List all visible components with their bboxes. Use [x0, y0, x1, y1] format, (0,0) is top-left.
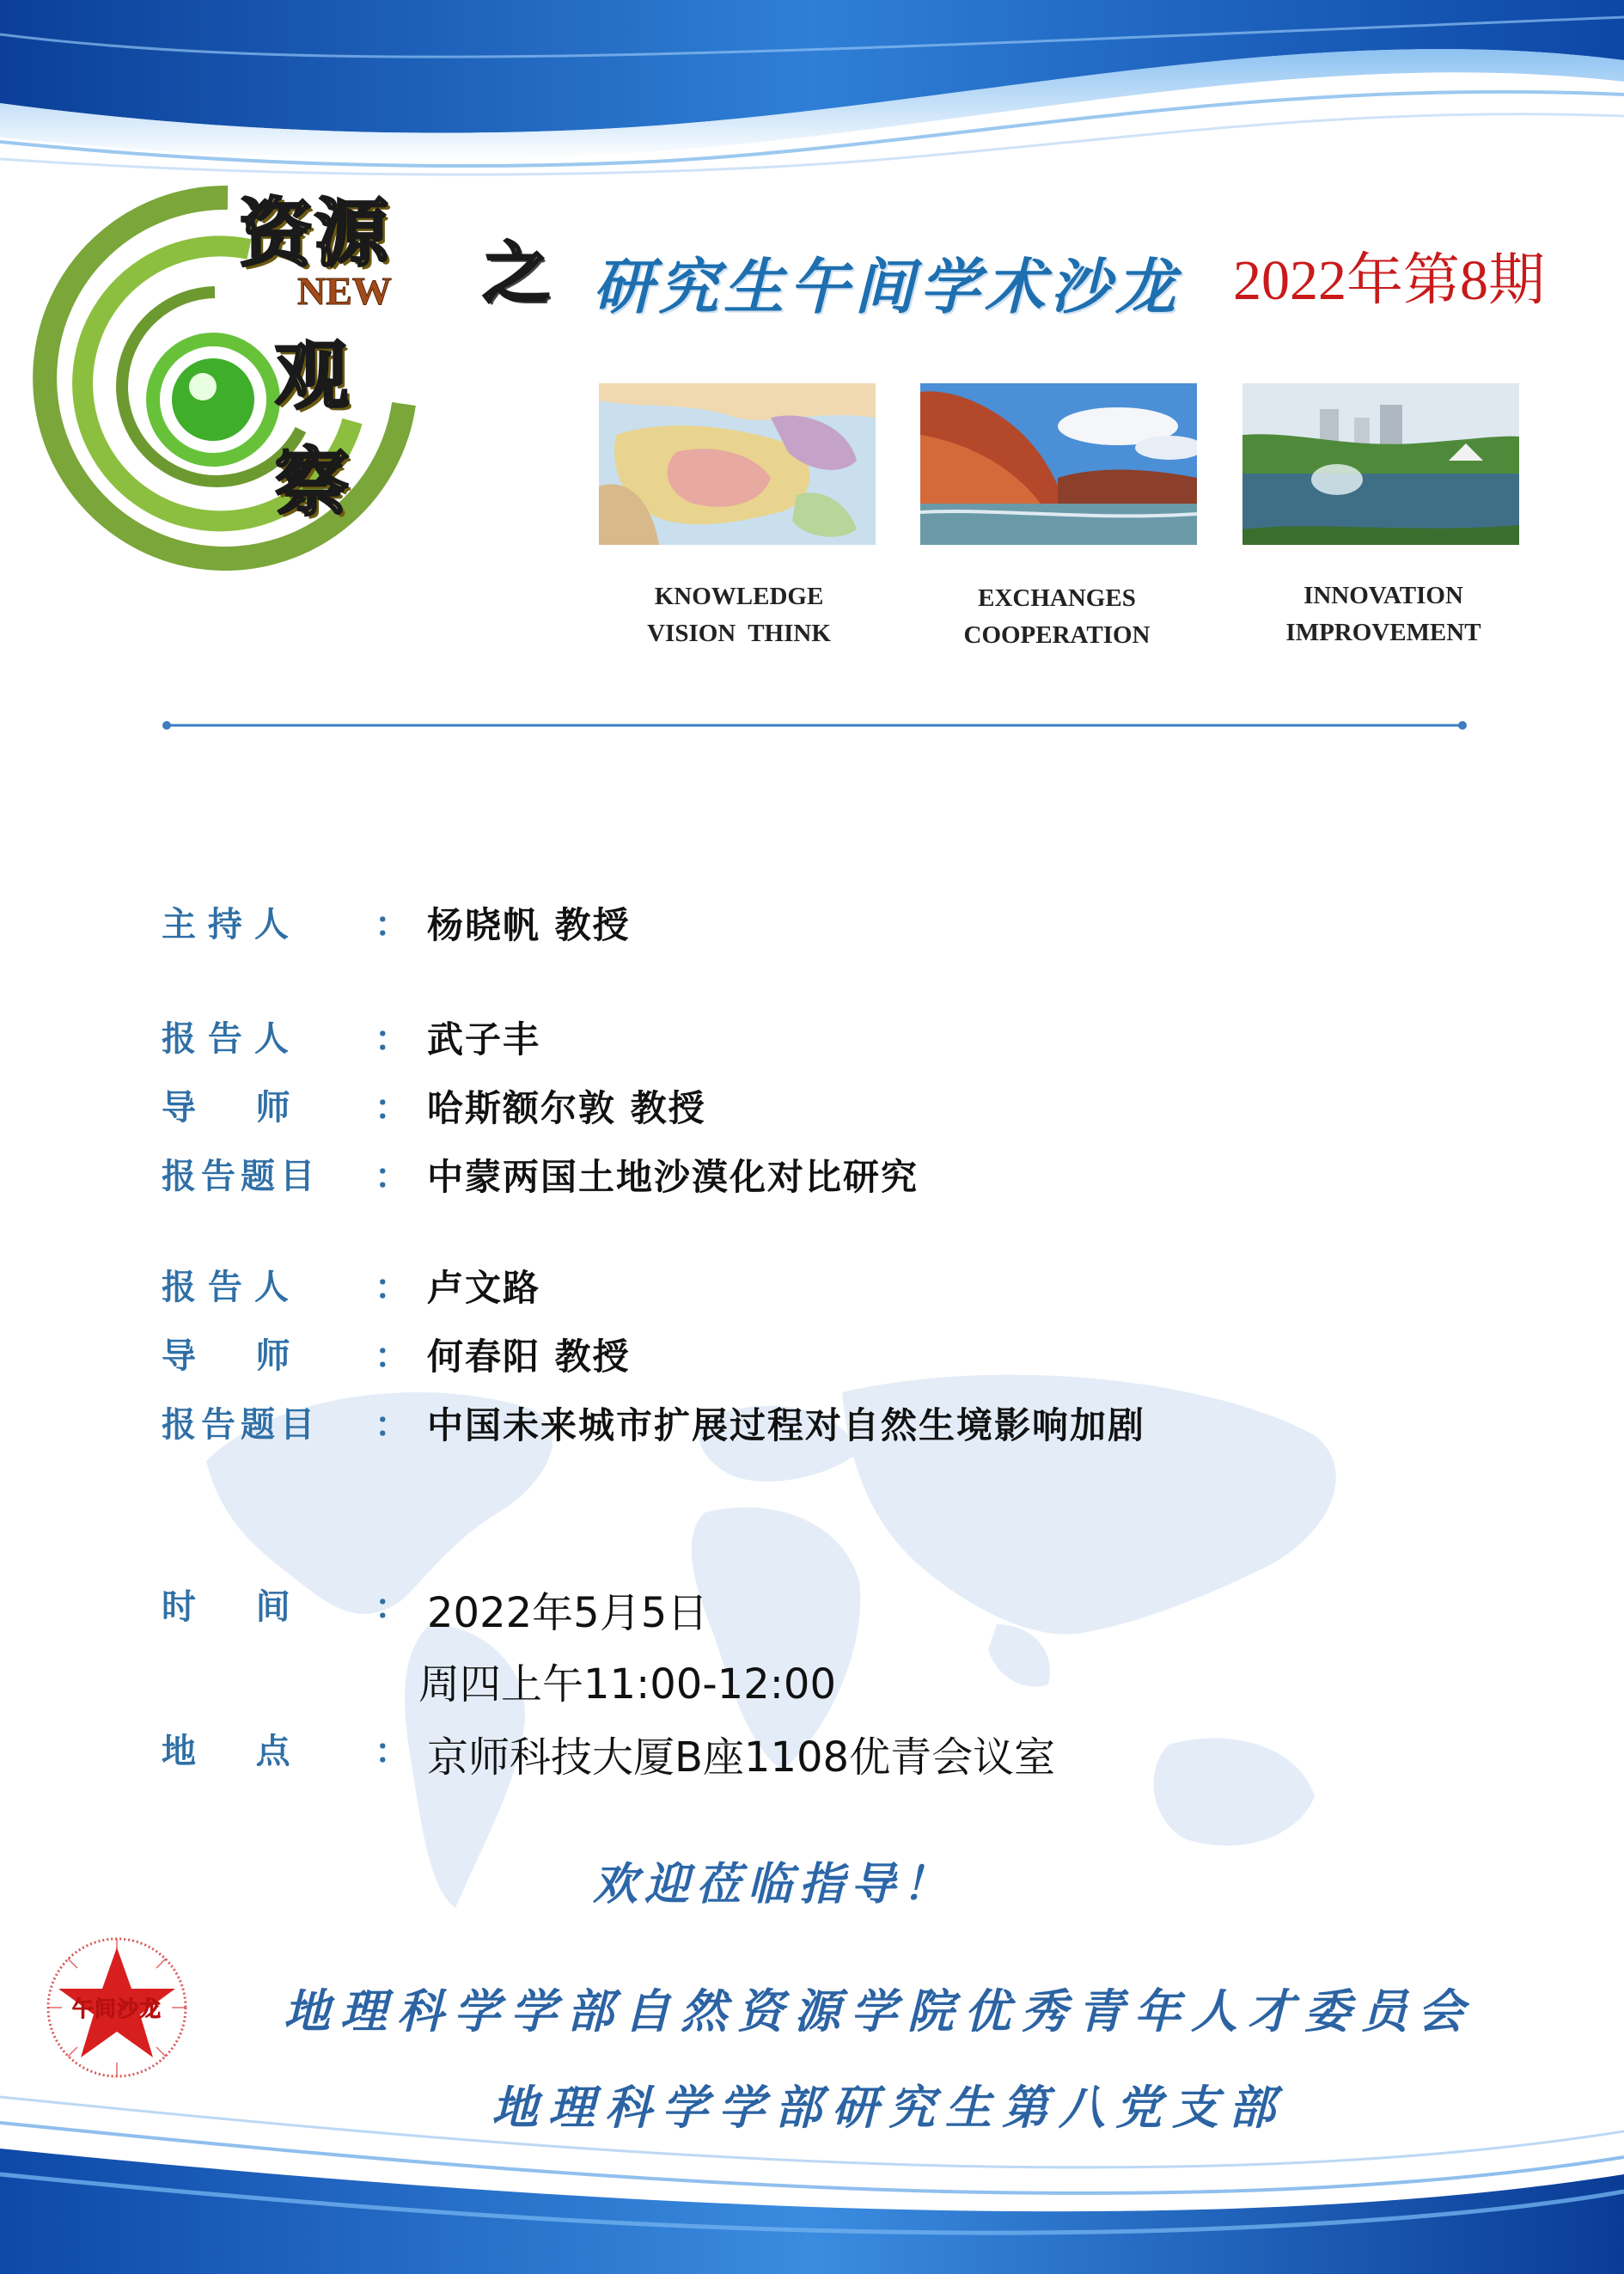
speaker1-label: 报 告 人: [162, 1018, 289, 1059]
advisor2-colon: ：: [375, 1336, 409, 1376]
caption-innovation: [1229, 578, 1538, 651]
speaker2-colon: ：: [375, 1267, 409, 1307]
place-colon: ：: [375, 1731, 409, 1771]
place-row: [0, 1724, 1624, 1784]
host-label: 主 持 人: [162, 904, 289, 944]
topic1-colon: ：: [375, 1156, 409, 1196]
topic2-label: 报告题目: [162, 1404, 320, 1445]
issue-label: 2022年第8期: [1233, 249, 1545, 312]
time-date: 2022年5月5日: [427, 1589, 709, 1637]
host-value: 杨晓帆 教授: [427, 904, 631, 946]
advisor2-value: 何春阳 教授: [427, 1336, 631, 1378]
connector-char: 之: [483, 235, 551, 313]
place-label: 地 点: [162, 1731, 290, 1771]
topic1-value: 中蒙两国土地沙漠化对比研究: [427, 1156, 919, 1198]
topic1-row: [0, 1149, 1624, 1209]
topic1-label: 报告题目: [162, 1156, 320, 1196]
topic2-colon: ：: [375, 1404, 409, 1445]
top-wave-band: [0, 0, 1624, 180]
caption-innovation-line1: INNOVATION: [1303, 582, 1463, 609]
advisor1-row: [0, 1080, 1624, 1140]
caption-exchanges: [902, 580, 1212, 654]
speaker1-row: [0, 1012, 1624, 1072]
logo-title-line2: 观察: [275, 333, 351, 526]
resource-observation-logo: [26, 172, 421, 584]
caption-innovation-line2: IMPROVEMENT: [1285, 619, 1481, 646]
advisor1-label: 导 师: [162, 1087, 290, 1128]
caption-exchanges-line1: EXCHANGES: [978, 584, 1136, 612]
advisor2-row: [0, 1329, 1624, 1389]
speaker2-label: 报 告 人: [162, 1267, 289, 1307]
welcome-text: 欢迎莅临指导！: [593, 1858, 955, 1910]
section-divider: [162, 720, 1468, 730]
time-slot: 周四上午11:00-12:00: [418, 1660, 836, 1709]
stamp-text: 午间沙龙: [71, 1996, 162, 2021]
caption-exchanges-line2: COOPERATION: [963, 621, 1151, 649]
caption-knowledge-line1: KNOWLEDGE: [654, 583, 824, 610]
logo-title-line1: 资源: [239, 190, 390, 277]
host-row: [0, 897, 1624, 957]
bottom-wave-band: [0, 2063, 1624, 2274]
advisor1-value: 哈斯额尔敦 教授: [427, 1087, 706, 1129]
logo-new-text: NEW: [297, 269, 392, 313]
organizer-line1: 地理科学学部自然资源学院优秀青年人才委员会: [284, 1984, 1474, 2039]
salon-title: 研究生午间学术沙龙: [593, 251, 1181, 322]
host-colon: ：: [375, 904, 409, 944]
speaker1-colon: ：: [375, 1018, 409, 1059]
time-row: [0, 1580, 1624, 1640]
organizer-line2: 地理科学学部研究生第八党支部: [491, 2080, 1285, 2135]
advisor1-colon: ：: [375, 1087, 409, 1128]
speaker2-value: 卢文路: [427, 1267, 541, 1309]
time-slot-row: [0, 1651, 1624, 1711]
time-colon: ：: [375, 1586, 409, 1627]
speaker1-value: 武子丰: [427, 1018, 541, 1061]
caption-knowledge: [584, 578, 894, 652]
time-label: 时 间: [162, 1586, 290, 1627]
lake-city-photo: [1242, 383, 1519, 545]
advisor2-label: 导 师: [162, 1336, 290, 1376]
map-photo: [599, 383, 876, 545]
caption-knowledge-line2: VISION THINK: [647, 620, 831, 647]
place-value: 京师科技大厦B座1108优青会议室: [427, 1733, 1056, 1782]
topic2-value: 中国未来城市扩展过程对自然生境影响加剧: [427, 1404, 1146, 1446]
canyon-photo: [920, 383, 1197, 545]
topic2-row: [0, 1397, 1624, 1458]
speaker2-row: [0, 1260, 1624, 1320]
